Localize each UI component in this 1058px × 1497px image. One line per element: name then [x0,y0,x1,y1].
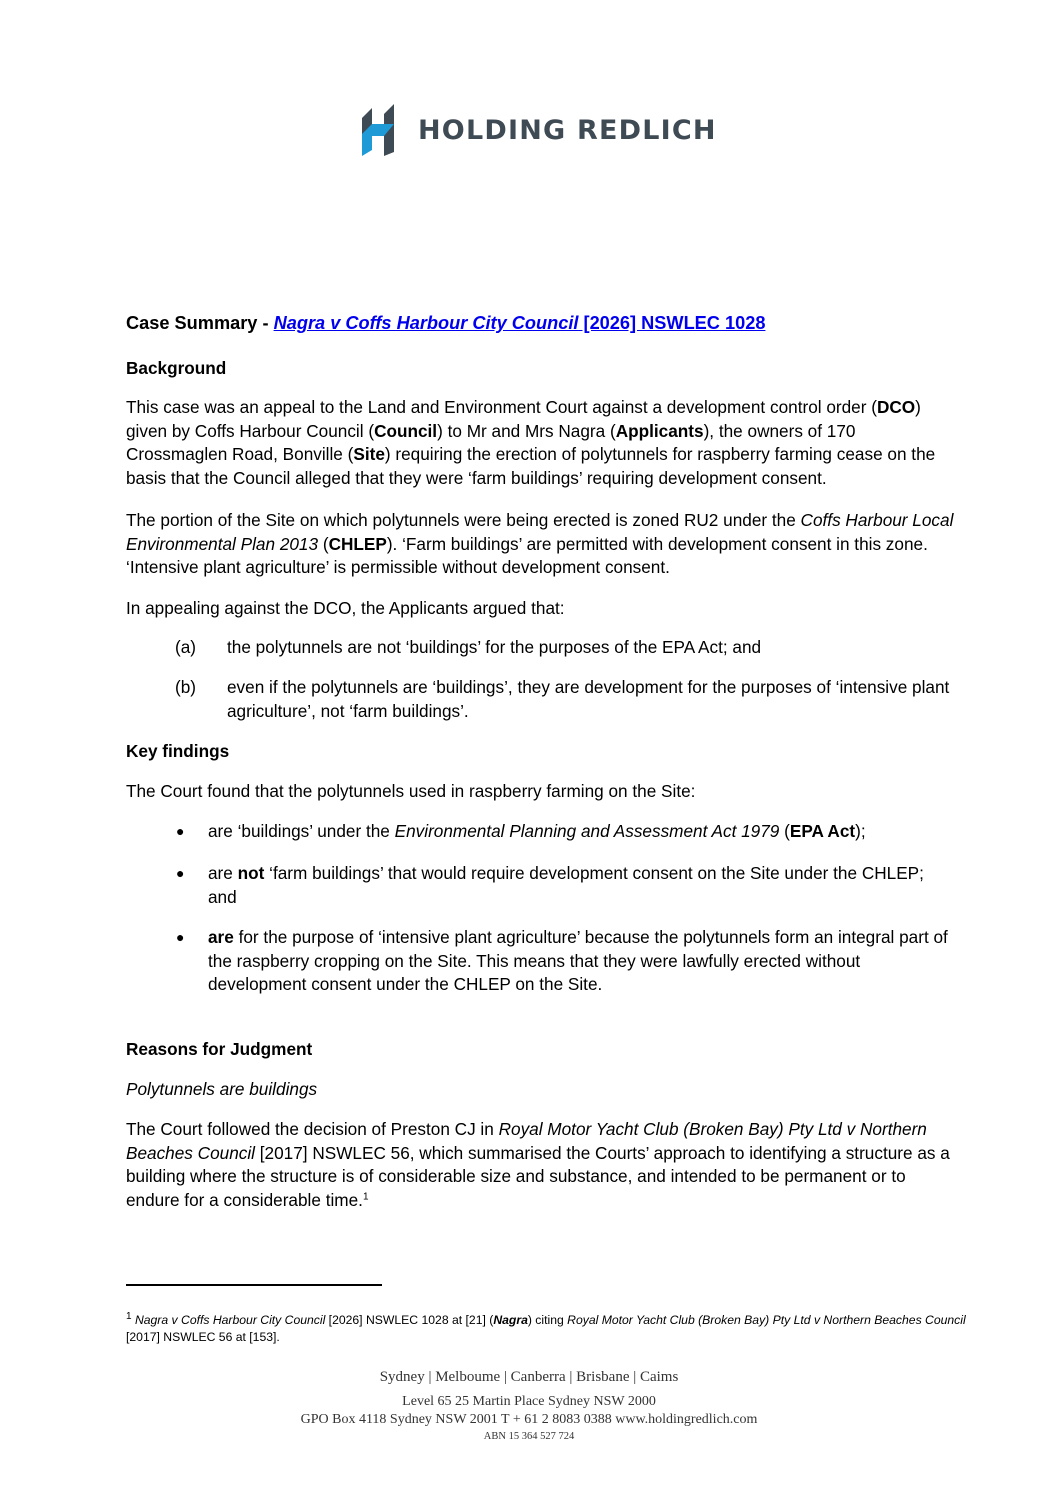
list-text: even if the polytunnels are ‘buildings’, they are development for the purposes of ‘intensive plant agriculture’, not ‘farm buildings’. [227,677,950,721]
key-findings-heading: Key findings [126,741,230,761]
bullet-icon: ● [176,823,185,839]
logo-text: HOLDING REDLICH [418,114,717,146]
background-paragraph-1: This case was an appeal to the Land and Environment Court against a development control order (DCO) given by Coffs Harbour Council (Council) to Mr and Mrs Nagra (Applicants), the owners of 170 Crossmaglen Road, Bonville (Site) requiring the erection of polytunnels for raspberry farming cease on the basis that the Council alleged that they were ‘farm buildings’ requiring development consent. [126,397,936,488]
reasons-subheading: Polytunnels are buildings [126,1079,318,1099]
holding-redlich-logo [360,104,717,156]
footnote-ref[interactable]: 1 [362,1190,369,1202]
logo-mark-icon [360,104,396,156]
case-link[interactable] [274,313,766,333]
case-name: Nagra v Coffs Harbour City Council [273,313,579,333]
footer-abn: ABN 15 364 527 724 [483,1431,575,1442]
findings-list [126,820,960,1000]
background-paragraph-2: The portion of the Site on which polytunnels were being erected is zoned RU2 under the Coffs Harbour Local Environmental Plan 2013 (CHLEP). ‘Farm buildings’ are permitted with development consent in this zone. ‘Intensive plant agriculture’ is permissible without development consent. [126,510,954,577]
background-heading: Background [126,358,227,378]
reasons-heading: Reasons for Judgment [126,1039,313,1059]
case-citation: [2026] NSWLEC 1028 [578,313,766,333]
footnote-divider [126,1284,382,1286]
list-text: the polytunnels are not ‘buildings’ for the purposes of the EPA Act; and [227,637,762,657]
footer-offices: Sydney | Melboume | Canberra | Brisbane | Caims [379,1369,679,1385]
reasons-paragraph: The Court followed the decision of Preston CJ in Royal Motor Yacht Club (Broken Bay) Pty Ltd v Northern Beaches Council [2017] NSWLEC 56, which summarised the Courts’ approach to identifying a structure as a building where the structure is of considerable size and substance, and intended to be permanent or to endure for a considerable time.$^1$ [126,1119,950,1210]
list-text: are not ‘farm buildings’ that would require development consent on the Site under the CHLEP; and [208,863,924,907]
list-marker: (b) [175,677,197,697]
list-marker: (a) [175,637,197,657]
footer-contact: GPO Box 4118 Sydney NSW 2001 T + 61 2 8083 0388 www.holdingredlich.com [300,1412,758,1427]
document-title [126,312,960,336]
list-text: are for the purpose of ‘intensive plant agriculture’ because the polytunnels form an integral part of the raspberry cropping on the Site. This means that they were lawfully erected without development consent under the CHLEP on the Site. [208,927,948,994]
key-findings-intro: The Court found that the polytunnels used in raspberry farming on the Site: [126,781,696,801]
footer-address: Level 65 25 Martin Place Sydney NSW 2000 [402,1394,656,1409]
arguments-list [126,636,960,726]
background-paragraph-3: In appealing against the DCO, the Applicants argued that: [126,598,565,618]
bullet-icon: ● [176,865,185,881]
title-prefix: Case Summary - [126,313,274,333]
footnote: $^1$ Nagra v Coffs Harbour City Council [2026] NSWLEC 1028 at [21] (Nagra) citing Royal Motor Yacht Club (Broken Bay) Pty Ltd v Northern Beaches Council [2017] NSWLEC 56 at [153]. [126,1310,966,1344]
list-text: are ‘buildings’ under the Environmental Planning and Assessment Act 1979 (EPA Act); [208,821,866,841]
bullet-icon: ● [176,929,185,945]
